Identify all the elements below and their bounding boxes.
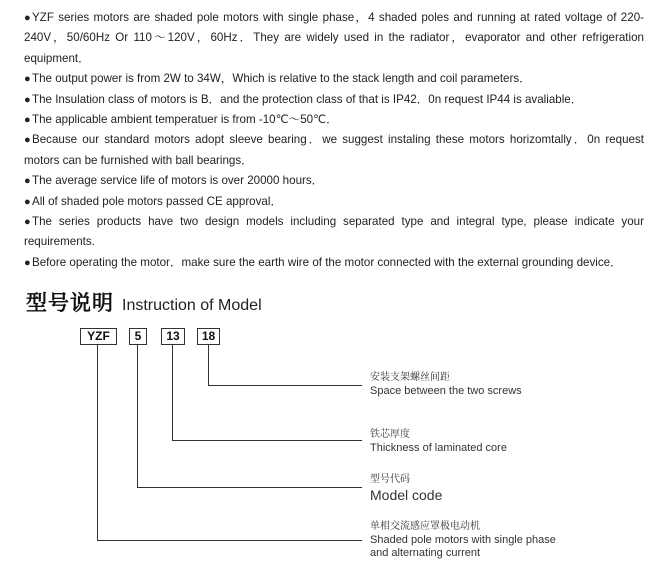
connector-line-model: [138, 344, 363, 488]
bullet-icon: ●: [24, 256, 31, 269]
bullet-icon: ●: [24, 134, 31, 147]
label-model-code-zh: 型号代码: [370, 474, 410, 485]
bullet-text: Before operating the motor．make sure the earth wire of the motor connected with the external grounding device．: [32, 255, 622, 269]
label-model-code-en: Model code: [370, 487, 443, 503]
bullet-text: The series products have two design models including separated type and integral type, please indicate your requirements.: [24, 215, 644, 249]
connector-line-screws: [209, 344, 363, 386]
label-motor-type-en1: Shaded pole motors with single phase: [370, 534, 556, 546]
label-core-thickness: [370, 428, 507, 455]
label-screw-spacing-zh: 安装支架螺丝间距: [370, 372, 450, 383]
bullet-text: YZF series motors are shaded pole motors with single phase，4 shaded poles and running at rated voltage of 220-240V，50/60Hz Or 110～120V，60Hz．They are widely used in the radiator，evaporator and other refrigeration equipment．: [24, 11, 644, 65]
bullet-text: The average service life of motors is over 20000 hours．: [32, 174, 324, 188]
heading-english: Instruction of Model: [122, 297, 262, 314]
bullet-text: All of shaded pole motors passed CE approval．: [32, 194, 283, 208]
model-code-screws: 18: [197, 328, 220, 345]
bullet-icon: ●: [24, 93, 31, 106]
label-screw-spacing-en: Space between the two screws: [370, 385, 522, 397]
bullet-text: Because our standard motors adopt sleeve bearing．we suggest instaling these motors horizomtally．0n request motors can be furnished with ball bearings．: [24, 133, 644, 167]
label-motor-type-en2: and alternating current: [370, 547, 481, 559]
label-motor-type: [370, 520, 556, 560]
bullet-text: The Insulation class of motors is B．and the protection class of that is IP42．0n request IP44 is avaliable．: [32, 92, 583, 106]
bullet-icon: ●: [24, 195, 31, 208]
bullet-icon: ●: [24, 216, 31, 229]
label-screw-spacing: [370, 371, 522, 398]
bullet-icon: ●: [24, 12, 31, 24]
model-code-core: 13: [161, 328, 185, 345]
connector-line-core: [173, 344, 363, 441]
bullet-text: The output power is from 2W to 34W，Which is relative to the stack length and coil parameters．: [32, 72, 531, 86]
bullet-icon: ●: [24, 175, 31, 188]
label-core-thickness-en: Thickness of laminated core: [370, 442, 507, 454]
model-code-series: YZF: [80, 328, 117, 345]
label-model-code: [370, 473, 442, 504]
heading-chinese: 型号说明: [26, 291, 114, 315]
label-core-thickness-zh: 铁芯厚度: [370, 429, 410, 440]
bullet-text: The applicable ambient temperatuer is from -10℃～50℃．: [32, 113, 338, 127]
label-motor-type-zh: 单相交流感应罩极电动机: [370, 521, 480, 532]
bullet-icon: ●: [24, 114, 31, 127]
model-code-poles: 5: [129, 328, 147, 345]
bullet-icon: ●: [24, 73, 31, 86]
